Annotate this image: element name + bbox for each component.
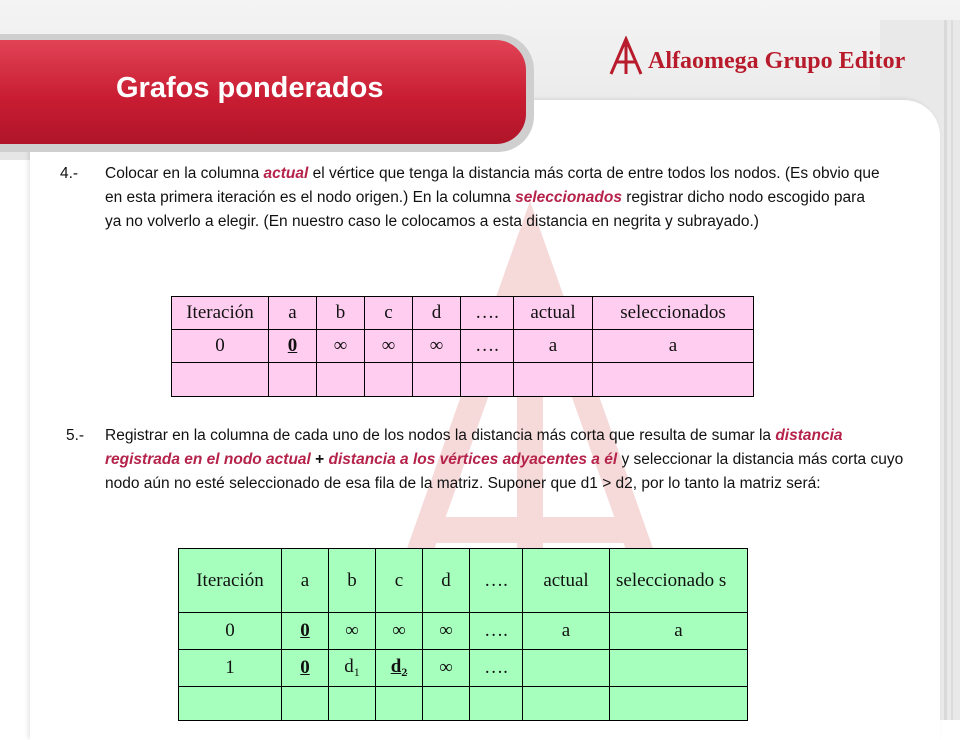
table-cell (329, 687, 376, 721)
table-cell (317, 363, 365, 397)
header-cell: seleccionados (593, 297, 754, 330)
header-cell: c (365, 297, 413, 330)
step-5-text: Registrar en la columna de cada uno de los nodos la distancia más corta que resulta de sumar la distancia registrada en el nodo actual + distancia a los vértices adyacentes a él y seleccionar la distancia más corta cuyo nodo aún no esté seleccionado de esa fila de la matriz. Suponer que d1 > d2, por lo tanto la matriz será: (105, 427, 904, 492)
table-cell (413, 363, 461, 397)
table-header-row (179, 549, 748, 613)
table-cell (523, 687, 610, 721)
table-iteration-1 (178, 548, 748, 721)
table-iteration-0 (171, 296, 754, 397)
table-cell (423, 687, 470, 721)
table-cell: 0 (172, 330, 269, 363)
header-cell: Iteración (179, 549, 282, 613)
table-cell: ∞ (413, 330, 461, 363)
table-cell (376, 687, 423, 721)
table-cell: ∞ (423, 650, 470, 687)
right-decor-line (951, 20, 953, 720)
table-cell: ∞ (376, 613, 423, 650)
alfaomega-logo-icon (608, 36, 644, 76)
table-cell: …. (470, 613, 523, 650)
step-number: 5.- (66, 427, 85, 444)
table-header-row (172, 297, 754, 330)
table-cell (593, 363, 754, 397)
header-cell: a (282, 549, 329, 613)
step-4-text: Colocar en la columna actual el vértice que tenga la distancia más corta de entre todos los nodos. (Es obvio que en esta primera iteración es el nodo origen.) En la columna seleccionados registrar dicho nodo escogido para ya no volverlo a elegir. (En nuestro caso le colocamos a esta distancia en negrita y subrayado.) (105, 165, 880, 230)
table-cell: ∞ (365, 330, 413, 363)
table-cell (523, 650, 610, 687)
table-cell (461, 363, 514, 397)
table-cell: …. (461, 330, 514, 363)
table-cell: $d_1$ (329, 650, 376, 687)
header-cell: b (317, 297, 365, 330)
table-cell: 0 (269, 330, 317, 363)
table-cell: a (610, 613, 748, 650)
table-cell: …. (470, 650, 523, 687)
table-cell: 1 (179, 650, 282, 687)
table-cell: ∞ (423, 613, 470, 650)
table-cell: 0 (282, 613, 329, 650)
table-cell: a (523, 613, 610, 650)
header-cell: c (376, 549, 423, 613)
table-cell: a (514, 330, 593, 363)
table-cell (282, 687, 329, 721)
table-cell (470, 687, 523, 721)
table-row (179, 650, 748, 687)
table-cell: ∞ (317, 330, 365, 363)
step-number: 4.- (60, 165, 79, 182)
table-cell (514, 363, 593, 397)
table-row (172, 363, 754, 397)
header-cell: a (269, 297, 317, 330)
table-cell: ∞ (329, 613, 376, 650)
header-cell: seleccionado s (610, 549, 748, 613)
header-cell: b (329, 549, 376, 613)
header-cell: actual (523, 549, 610, 613)
table-cell: 0 (179, 613, 282, 650)
table-cell (269, 363, 317, 397)
right-decor-line (944, 20, 947, 720)
table-row (179, 687, 748, 721)
table-cell (610, 687, 748, 721)
header-cell: d (423, 549, 470, 613)
table-cell: a (593, 330, 754, 363)
table-row (179, 613, 748, 650)
table-cell (179, 687, 282, 721)
table-cell: $d_2$ (376, 650, 423, 687)
table-cell (172, 363, 269, 397)
table-cell: 0 (282, 650, 329, 687)
header-cell: actual (514, 297, 593, 330)
publisher-name: Alfaomega Grupo Editor (648, 48, 906, 74)
table-cell (365, 363, 413, 397)
page-title: Grafos ponderados (116, 72, 384, 104)
header-cell: d (413, 297, 461, 330)
table-row (172, 330, 754, 363)
header-cell: …. (470, 549, 523, 613)
header-cell: …. (461, 297, 514, 330)
table-cell (610, 650, 748, 687)
header-cell: Iteración (172, 297, 269, 330)
